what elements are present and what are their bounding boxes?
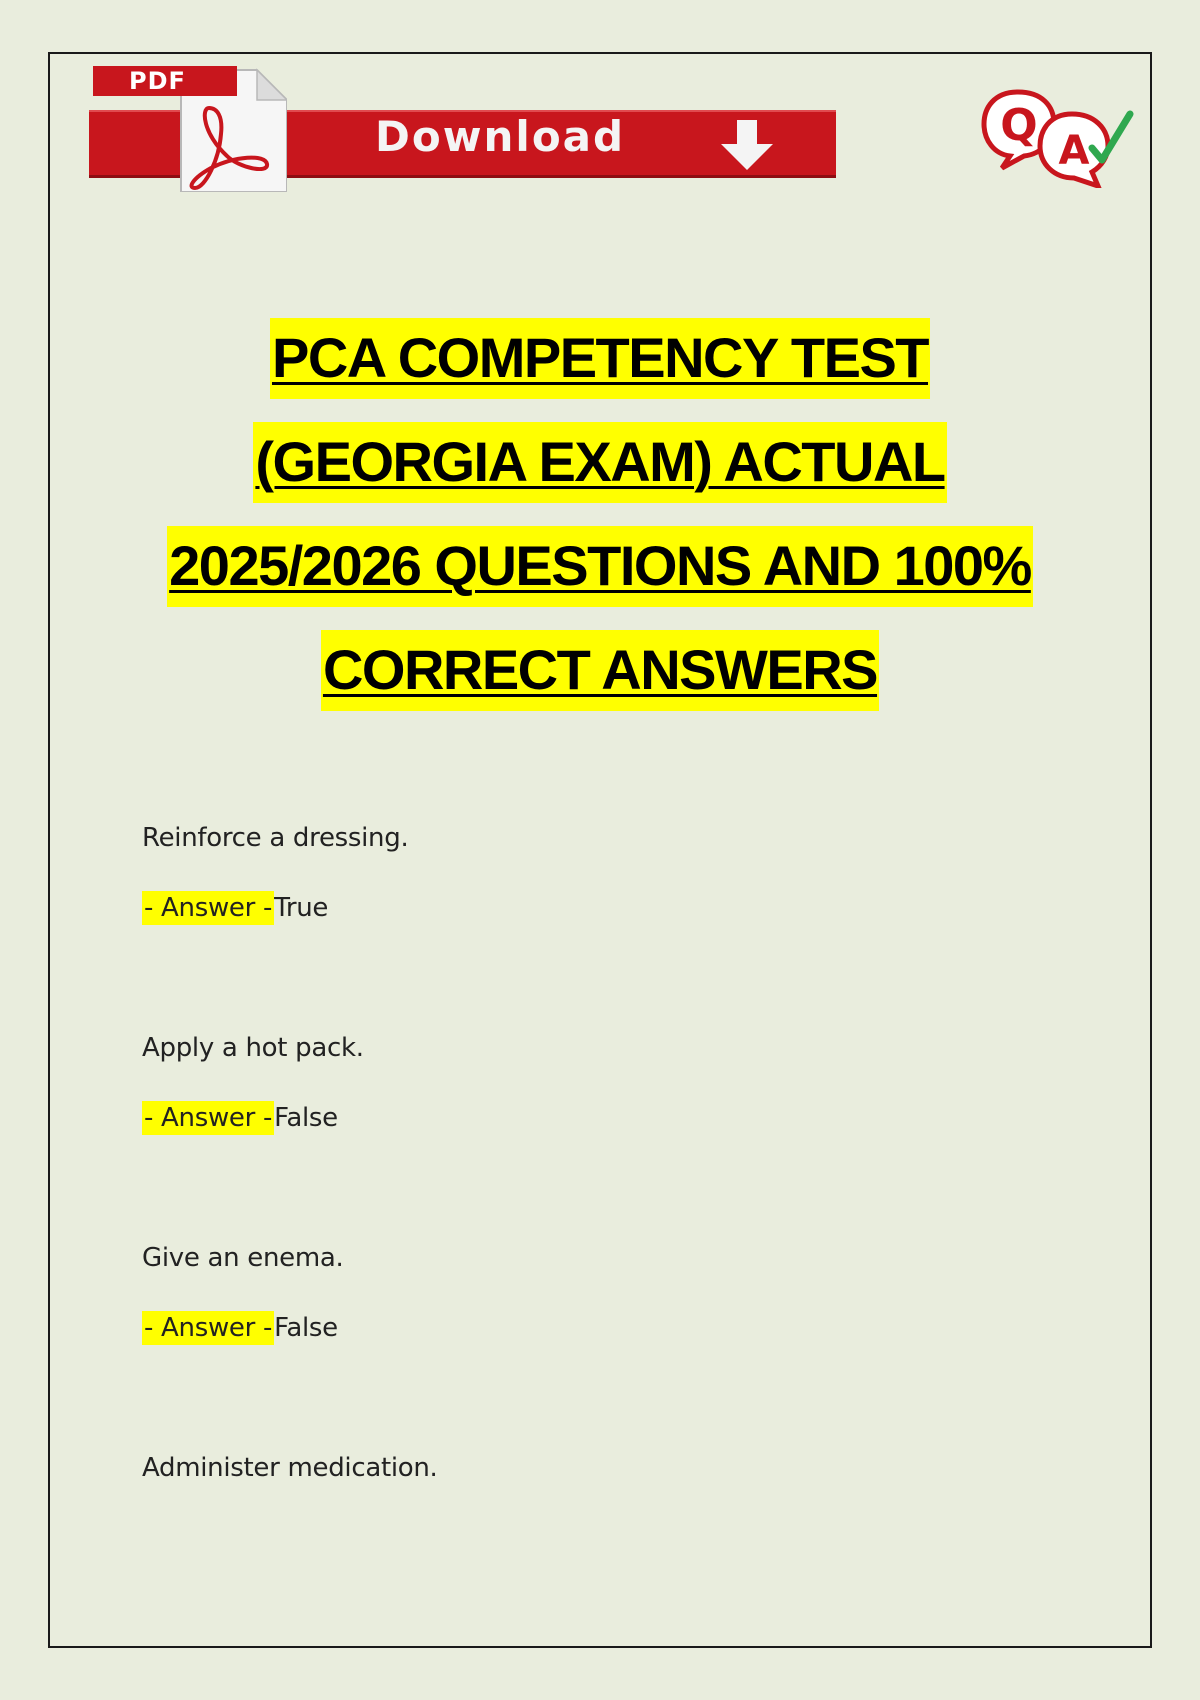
- qa-check-icon: [980, 84, 1140, 188]
- download-pdf-banner[interactable]: [89, 64, 836, 192]
- arrow-down-icon: [717, 118, 777, 172]
- answer-value: True: [274, 893, 329, 923]
- title-line-3: 2025/2026 QUESTIONS AND 100%: [60, 526, 1140, 606]
- download-label: Download: [375, 112, 626, 161]
- question-text: Administer medication.: [142, 1453, 438, 1483]
- answer-prefix: - Answer -: [144, 893, 273, 923]
- title-line-1: PCA COMPETENCY TEST: [60, 318, 1140, 398]
- qa-item: [142, 1238, 1102, 1448]
- title-line-4: CORRECT ANSWERS: [60, 630, 1140, 710]
- qa-logo-a: A: [1058, 128, 1090, 174]
- answer-row: [142, 1308, 1102, 1348]
- answer-row: [142, 1098, 1102, 1138]
- answer-value: False: [274, 1103, 338, 1133]
- answer-prefix: - Answer -: [144, 1313, 273, 1343]
- answer-value: False: [274, 1313, 338, 1343]
- qa-item: [142, 818, 1102, 1028]
- question-text: Apply a hot pack.: [142, 1033, 364, 1063]
- question-text: Give an enema.: [142, 1243, 344, 1273]
- answer-prefix: - Answer -: [144, 1103, 273, 1133]
- title-line-2: (GEORGIA EXAM) ACTUAL: [60, 422, 1140, 502]
- qa-logo-q: Q: [1000, 100, 1038, 151]
- qa-item: [142, 1028, 1102, 1238]
- document-title: [60, 318, 1140, 734]
- qa-list: [142, 818, 1102, 1658]
- question-text: Reinforce a dressing.: [142, 823, 409, 853]
- qa-item: [142, 1448, 1102, 1658]
- answer-row: [142, 888, 1102, 928]
- pdf-tag: PDF: [93, 66, 237, 96]
